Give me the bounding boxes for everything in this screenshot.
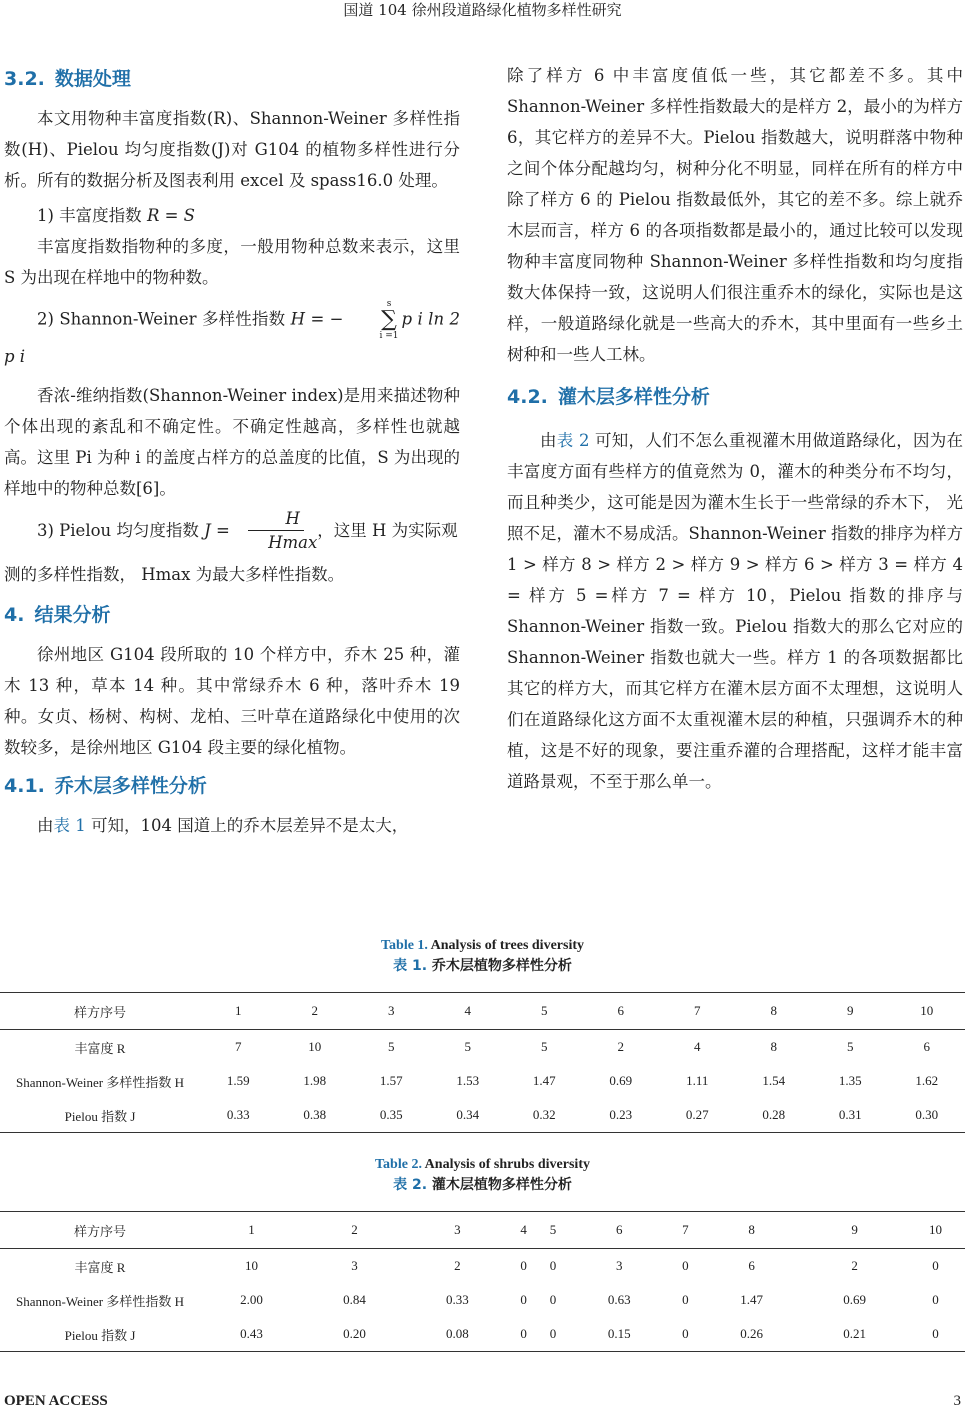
table-cell: 0.26 [740, 1326, 763, 1341]
table-cell: 0.69 [843, 1292, 866, 1307]
table-cell: 0 [682, 1326, 689, 1341]
text-run: 由 [540, 431, 557, 450]
open-access-label: OPEN ACCESS [4, 1393, 108, 1409]
column-header: 8 [700, 1212, 803, 1249]
table-cell: 0.31 [838, 1107, 862, 1122]
formula-rhs: p i ln 2 p i [4, 309, 460, 366]
column-header: 9 [803, 1212, 906, 1249]
table-cell: 1.53 [456, 1073, 480, 1088]
caption-label: Table 1. [380, 938, 428, 953]
paragraph [507, 425, 963, 797]
column-header: 3 [353, 993, 430, 1030]
table-cell: 2 [454, 1258, 461, 1273]
section-heading-4 [4, 600, 460, 631]
row-label: 丰富度 R [74, 1040, 126, 1056]
table-cell: 0.34 [456, 1107, 480, 1122]
table-cell: 4 [694, 1039, 701, 1054]
table-cell: 0 [932, 1292, 939, 1307]
table-cell: 0.69 [609, 1073, 633, 1088]
table-cell: 0 [520, 1292, 527, 1307]
table-cell: 2.00 [240, 1292, 263, 1307]
table-cell: 1.35 [838, 1073, 862, 1088]
table-cell: 0 [932, 1258, 939, 1273]
column-header: 2 [303, 1212, 406, 1249]
formula-label: 3) Pielou 均匀度指数 [37, 521, 205, 540]
table-cell: 0.35 [379, 1107, 403, 1122]
table-cell: 0.32 [532, 1107, 556, 1122]
caption-en [0, 936, 965, 956]
row-label: Shannon-Weiner 多样性指数 H [16, 1074, 184, 1090]
section-title: 结果分析 [34, 604, 111, 626]
caption-label: 表 1. [393, 958, 428, 974]
caption-text: Analysis of trees diversity [427, 938, 585, 953]
table-row [0, 1030, 965, 1065]
table-cell: 0 [932, 1326, 939, 1341]
column-header: 6 [583, 993, 660, 1030]
formula-tail: ，这里 H 为实际观 [317, 521, 458, 540]
column-header: 8 [736, 993, 813, 1030]
fraction-denominator: Hmax [268, 533, 318, 552]
column-header-label: 样方序号 [0, 1212, 200, 1249]
caption-label: Table 2. [375, 1157, 422, 1172]
table-cell: 2 [851, 1258, 858, 1273]
paragraph [4, 810, 460, 841]
section-title: 灌木层多样性分析 [557, 386, 710, 408]
formula-pielou [4, 508, 460, 555]
paragraph: 香浓-维纳指数(Shannon-Weiner index)是用来描述物种个体出现的紊乱和不确定性。不确定性越高，多样性也就越高。这里 Pi 为种 i 的盖度占样方的总盖度的比值，S 为出现的样地中的物种总数[6]。 [4, 386, 460, 498]
formula-lhs: H = − [290, 309, 344, 329]
table-cell: 0.28 [762, 1107, 786, 1122]
table-cell: 0.38 [303, 1107, 327, 1122]
table-cell: 0 [520, 1326, 527, 1341]
column-header: 1 [200, 1212, 303, 1249]
table-row [0, 1283, 965, 1317]
table-cell: 0.23 [609, 1107, 633, 1122]
section-number: 4.2. [507, 386, 548, 408]
table-1-link[interactable]: 表 1 [53, 816, 86, 835]
table-cell: 5 [847, 1039, 854, 1054]
table-cell: 10 [308, 1039, 322, 1054]
table-1 [0, 992, 965, 1133]
paragraph: 除了样方 6 中丰富度值低一些，其它都差不多。其中 Shannon-Weiner 多样性指数最大的是样方 2，最小的为样方 6，其它样方的差异不大。Pielou 指数越大，说明群落中物种之间个体分配越均匀，树种分化不明显，同样在所有的样方中除了样方 6 的 Pielou 指数最低外，其它的差不多。综上就乔木层而言，样方 6 的各项指数都是最小的，通过比较可以发现物种丰富度同物种 Shannon-Weiner 多样性指数和均匀度指数大体保持一致，这说明人们很注重乔木的绿化，实际也是这样，一般道路绿化就是一些高大的乔木，其中里面有一些乡土树种和一些人工林。 [507, 66, 963, 364]
column-header: 6 [568, 1212, 671, 1249]
table-cell: 6 [923, 1039, 930, 1054]
table-cell: 0 [682, 1258, 689, 1273]
table-cell: 0.43 [240, 1326, 263, 1341]
caption-text: 灌木层植物多样性分析 [427, 1177, 572, 1193]
formula-lhs: J = [204, 521, 230, 540]
sum-lower: i =1 [379, 331, 399, 341]
section-heading-4-2 [507, 382, 963, 413]
caption-zh [0, 1175, 965, 1195]
table-cell: 0.20 [343, 1326, 366, 1341]
section-number: 3.2. [4, 68, 45, 90]
table-cell: 0 [549, 1258, 557, 1273]
table-cell: 0.15 [607, 1326, 631, 1341]
caption-text: Analysis of shrubs diversity [421, 1157, 590, 1172]
sigma-icon: ∑ [381, 307, 397, 332]
table-row [0, 1317, 965, 1352]
caption-zh [0, 956, 965, 976]
table-cell: 1.57 [379, 1073, 403, 1088]
table-cell: 6 [748, 1258, 755, 1273]
formula-expression: R = S [146, 206, 195, 225]
column-header: 2 [277, 993, 354, 1030]
paragraph: 丰富度指数指物种的多度，一般用物种总数来表示，这里 S 为出现在样地中的物种数。 [4, 237, 460, 287]
paragraph: 测的多样性指数， Hmax 为最大多样性指数。 [4, 565, 345, 584]
row-label: 丰富度 R [74, 1259, 126, 1275]
table-cell: 1.11 [686, 1073, 709, 1088]
table-row [0, 1064, 965, 1098]
column-header: 4 [430, 993, 507, 1030]
section-heading-3-2 [4, 64, 460, 95]
formula-label: 1) 丰富度指数 [37, 206, 147, 225]
running-header: 国道 104 徐州段道路绿化植物多样性研究 [343, 1, 622, 19]
text-run: 可知，104 国道上的乔木层差异不是太大， [85, 816, 409, 835]
table-row [0, 1249, 965, 1284]
table-row [0, 1098, 965, 1133]
section-title: 数据处理 [54, 68, 131, 90]
fraction [235, 508, 317, 555]
column-header: 5 [506, 993, 583, 1030]
table-cell: 5 [388, 1039, 395, 1054]
fraction-numerator: H [248, 508, 303, 531]
table-cell: 1.54 [762, 1073, 786, 1088]
table-cell: 3 [351, 1258, 358, 1273]
paragraph: 本文用物种丰富度指数(R)、Shannon-Weiner 多样性指数(H)、Pielou 均匀度指数(J)对 G104 的植物多样性进行分析。所有的数据分析及图表利用 excel 及 spass16.0 处理。 [4, 109, 460, 190]
caption-label: 表 2. [393, 1177, 428, 1193]
column-header: 4 [509, 1212, 538, 1249]
table-cell: 0 [682, 1292, 689, 1307]
table-cell: 0 [549, 1292, 557, 1307]
row-label: Shannon-Weiner 多样性指数 H [16, 1293, 184, 1309]
section-number: 4. [4, 604, 25, 626]
column-header: 9 [812, 993, 889, 1030]
text-run: 由 [37, 816, 54, 835]
table-cell: 0.08 [446, 1326, 469, 1341]
column-header: 1 [200, 993, 277, 1030]
section-heading-4-1 [4, 771, 460, 802]
section-number: 4.1. [4, 775, 45, 797]
table-cell: 8 [770, 1039, 777, 1054]
column-header: 10 [889, 993, 965, 1030]
table-2 [0, 1211, 965, 1352]
caption-en [0, 1155, 965, 1175]
table-cell: 1.62 [915, 1073, 939, 1088]
column-header: 7 [671, 1212, 700, 1249]
formula-label: 2) Shannon-Weiner 多样性指数 [37, 309, 291, 329]
table-cell: 0.33 [226, 1107, 250, 1122]
table-cell: 3 [615, 1258, 623, 1273]
table-cell: 0.21 [843, 1326, 866, 1341]
table-cell: 5 [541, 1039, 548, 1054]
row-label: Pielou 指数 J [64, 1108, 136, 1124]
table-2-caption [0, 1155, 965, 1195]
table-cell: 2 [617, 1039, 624, 1054]
table-cell: 5 [464, 1039, 471, 1054]
column-header: 5 [538, 1212, 567, 1249]
caption-text: 乔木层植物多样性分析 [427, 958, 572, 974]
table-header-row [0, 1212, 965, 1249]
table-2-link[interactable]: 表 2 [556, 431, 590, 450]
section-title: 乔木层多样性分析 [54, 775, 207, 797]
table-cell: 0.63 [607, 1292, 631, 1307]
sum-upper: s [386, 299, 392, 309]
text-run: 可知，人们不怎么重视灌木用做道路绿化，因为在丰富度方面有些样方的值竟然为 0，灌木的种类分布不均匀，而且种类少，这可能是因为灌木生长于一些常绿的乔木下， 光照不足，灌木不易成活。Shannon-Weiner 指数的排序为样方 1 > 样方 8 > 样方 2 > 样方 9 > 样方 6 > 样方 3 = 样方 4 = 样方 5 =样方 7 = 样方 10，Pielou 指数的排序与 Shannon-Weiner 指数一致。Pielou 指数大的那么它对应的 Shannon-Weiner 指数也就大一些。样方 1 的各项数据都比其它的样方大，而其它样方在灌木层方面不太理想，这说明人们在道路绿化这方面不太重视灌木层的种植，只强调乔木的种植，这是不好的现象，要注重乔灌的合理搭配，这样才能丰富道路景观，不至于那么单一。 [507, 431, 964, 791]
table-cell: 1.47 [740, 1292, 763, 1307]
table-cell: 1.47 [532, 1073, 556, 1088]
paragraph: 徐州地区 G104 段所取的 10 个样方中，乔木 25 种，灌木 13 种，草本 14 种。其中常绿乔木 6 种，落叶乔木 19 种。女贞、杨树、构树、龙柏、三叶草在道路绿化中使用的次数较多，是徐州地区 G104 段主要的绿化植物。 [4, 645, 460, 757]
table-cell: 1.98 [303, 1073, 327, 1088]
row-label: Pielou 指数 J [64, 1327, 136, 1343]
left-column [4, 60, 460, 845]
table-cell: 10 [244, 1258, 258, 1273]
table-cell: 0.30 [915, 1107, 939, 1122]
summation-symbol [347, 299, 399, 341]
table-cell: 0.84 [343, 1292, 366, 1307]
column-header-label: 样方序号 [0, 993, 200, 1030]
table-cell: 0.27 [685, 1107, 709, 1122]
table-cell: 1.59 [226, 1073, 250, 1088]
column-header: 7 [659, 993, 736, 1030]
formula-shannon [4, 299, 460, 372]
right-column [507, 60, 963, 801]
page-number: 3 [953, 1393, 961, 1409]
table-cell: 7 [235, 1039, 242, 1054]
column-header: 3 [406, 1212, 509, 1249]
table-cell: 0.33 [446, 1292, 469, 1307]
table-cell: 0 [549, 1326, 557, 1341]
formula-richness [4, 200, 460, 231]
table-header-row [0, 993, 965, 1030]
column-header: 10 [906, 1212, 965, 1249]
table-1-caption [0, 936, 965, 976]
table-cell: 0 [520, 1258, 527, 1273]
